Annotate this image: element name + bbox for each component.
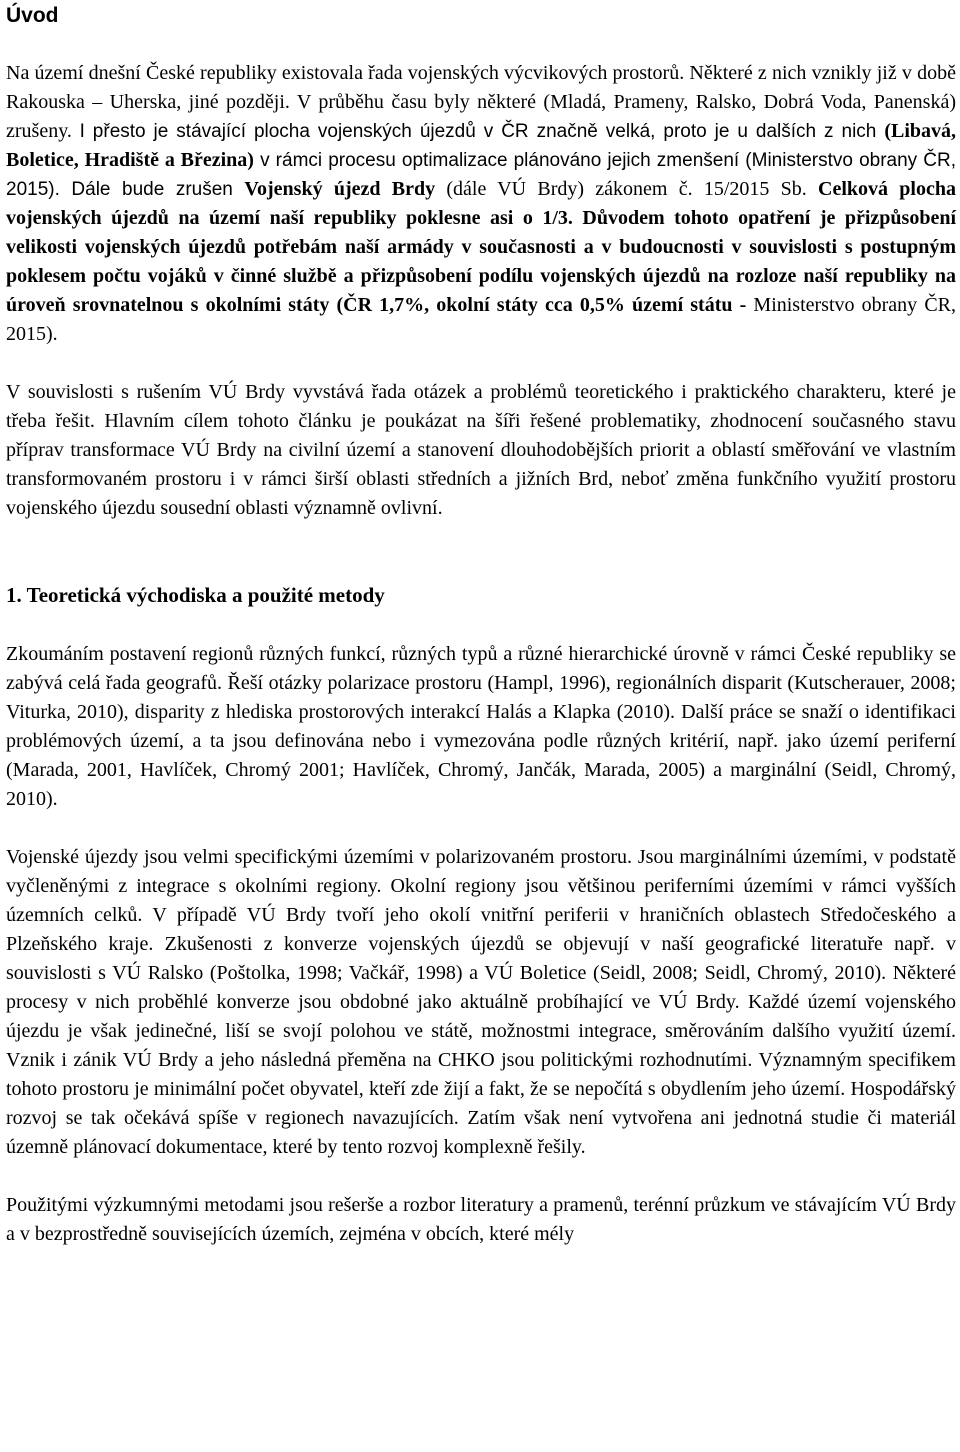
- paragraph-intro: [6, 59, 956, 349]
- intro-text-9: Ministerstvo obrany ČR, 2015).: [6, 294, 956, 345]
- intro-text-7: (dále VÚ Brdy) zákonem č. 15/2015 Sb.: [435, 178, 819, 200]
- intro-text-6: Vojenský újezd Brdy: [244, 178, 436, 200]
- intro-text-8: Celková plocha vojenských újezdů na území naší republiky poklesne asi o 1/3. Důvodem tohoto opatření je přizpůsobení velikosti vojenských újezdů potřebám naší armády v současnosti a v budoucnosti v souvislosti s postupným poklesem počtu vojáků v činné službě a přizpůsobení podílu vojenských újezdů na rozloze naší republiky na úroveň srovnatelnou s okolními státy (ČR 1,7%, okolní státy cca 0,5% území státu -: [6, 178, 956, 316]
- intro-text-4: v rámci procesu optimalizace plánováno jejich zmenšení (Ministerstvo obrany ČR, 2015).: [6, 150, 956, 200]
- section-heading: 1. Teoretická východiska a použité metody: [6, 583, 385, 607]
- paragraph-methods: Použitými výzkumnými metodami jsou rešerše a rozbor literatury a pramenů, terénní průzkum ve stávajícím VÚ Brdy a v bezprostředně souvisejících územích, zejména v obcích, které mély: [6, 1194, 956, 1245]
- page-title: Úvod: [6, 4, 59, 27]
- paragraph-goal: V souvislosti s rušením VÚ Brdy vyvstává řada otázek a problémů teoretického i praktického charakteru, které je třeba řešit. Hlavním cílem tohoto článku je poukázat na šíři řešené problematiky, zhodnocení současného stavu příprav transformace VÚ Brdy na civilní území a stanovení dlouhodobějších priorit a oblastí směřování ve vlastním transformovaném prostoru i v rámci širší oblasti středních a jižních Brd, neboť změna funkčního využití prostoru vojenského újezdu sousední oblasti významně ovlivní.: [6, 381, 956, 519]
- paragraph-military-zones: Vojenské újezdy jsou velmi specifickými územími v polarizovaném prostoru. Jsou marginálními územími, v podstatě vyčleněnými z integrace s okolními regiony. Okolní regiony jsou většinou periferními územími v rámci vyšších územních celků. V případě VÚ Brdy tvoří jeho okolí vnitřní periferii v hraničních oblastech Středočeského a Plzeňského kraje. Zkušenosti z konverze vojenských újezdů se objevují v naší geografické literatuře např. v souvislosti s VÚ Ralsko (Poštolka, 1998; Vačkář, 1998) a VÚ Boletice (Seidl, 2008; Seidl, Chromý, 2010). Některé procesy v nich proběhlé konverze jsou obdobné jako aktuálně probíhající ve VÚ Brdy. Každé území vojenského újezdu je však jedinečné, liší se svojí polohou ve státě, možnostmi integrace, směrováním dalšího využití území. Vznik i zánik VÚ Brdy a jeho následná přeměna na CHKO jsou politickými rozhodnutími. Významným specifikem tohoto prostoru je minimální počet obyvatel, kteří zde žijí a fakt, že se nepočítá s obydlením jeho území. Hospodářský rozvoj se tak očekává spíše v regionech navazujících. Zatím však není vytvořena ani jednotná studie či materiál územně plánovací dokumentace, které by tento rozvoj komplexně řešily.: [6, 846, 956, 1158]
- intro-text-2: I přesto je stávající plocha vojenských újezdů v ČR značně velká, proto je u dalších z nich: [79, 121, 885, 142]
- paragraph-theory: Zkoumáním postavení regionů různých funkcí, různých typů a různé hierarchické úrovně v rámci České republiky se zabývá celá řada geografů. Řeší otázky polarizace prostoru (Hampl, 1996), regionálních disparit (Kutscherauer, 2008; Viturka, 2010), disparity z hlediska prostorových interakcí Halás a Klapka (2010). Další práce se snaží o identifikaci problémových území, a ta jsou definována nebo i vymezována podle různých kritérií, např. jako území periferní (Marada, 2001, Havlíček, Chromý 2001; Havlíček, Chromý, Jančák, Marada, 2005) a marginální (Seidl, Chromý, 2010).: [6, 643, 956, 810]
- intro-text-1: Na území dnešní České republiky existovala řada vojenských výcvikových prostorů. Některé z nich vznikly již v době Rakouska – Uherska, jiné později. V průběhu času byly některé (Mladá, Prameny, Ralsko, Dobrá Voda, Panenská) zrušeny.: [6, 62, 956, 142]
- intro-text-3: (Libavá, Boletice, Hradiště a Březina): [6, 120, 956, 171]
- document-page: [6, 0, 956, 1249]
- intro-text-5: Dále bude zrušen: [71, 179, 245, 200]
